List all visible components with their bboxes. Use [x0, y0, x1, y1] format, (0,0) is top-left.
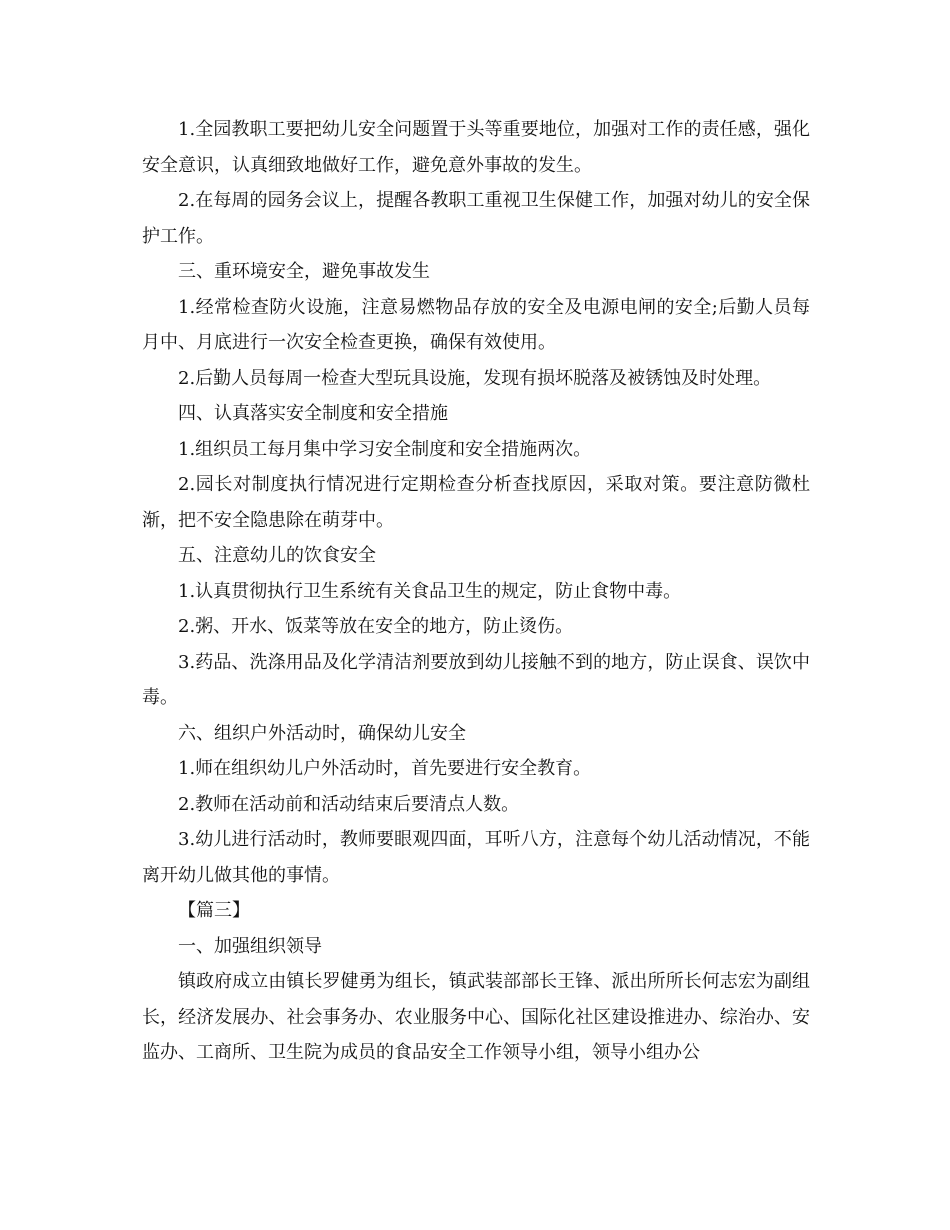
document-page	[142, 112, 810, 1071]
paragraph: 1.全园教职工要把幼儿安全问题置于头等重要地位，加强对工作的责任感，强化安全意识，认真细致地做好工作，避免意外事故的发生。	[142, 119, 810, 176]
paragraph: 3.幼儿进行活动时，教师要眼观四面，耳听八方，注意每个幼儿活动情况，不能离开幼儿做其他的事情。	[142, 829, 810, 886]
paragraph: 1.认真贯彻执行卫生系统有关食品卫生的规定，防止食物中毒。	[178, 580, 682, 602]
section-heading: 一、加强组织领导	[178, 935, 322, 957]
paragraph: 镇政府成立由镇长罗健勇为组长，镇武装部部长王锋、派出所所长何志宏为副组长，经济发展办、社会事务办、农业服务中心、国际化社区建设推进办、综治办、安监办、工商所、卫生院为成员的食品安全工作领导小组，领导小组办公	[142, 971, 810, 1063]
paragraph: 2.后勤人员每周一检查大型玩具设施，发现有损坏脱落及被锈蚀及时处理。	[178, 367, 772, 389]
paragraph: 2.园长对制度执行情况进行定期检查分析查找原因，采取对策。要注意防微杜渐，把不安全隐患除在萌芽中。	[142, 474, 810, 531]
paragraph: 1.师在组织幼儿户外活动时，首先要进行安全教育。	[178, 758, 592, 779]
paragraph: 1.组织员工每月集中学习安全制度和安全措施两次。	[178, 438, 592, 460]
section-heading: 六、组织户外活动时，确保幼儿安全	[178, 722, 466, 744]
section-heading: 四、认真落实安全制度和安全措施	[178, 403, 448, 424]
section-heading: 三、重环境安全，避免事故发生	[178, 261, 430, 282]
paragraph: 3.药品、洗涤用品及化学清洁剂要放到幼儿接触不到的地方，防止误食、误饮中毒。	[142, 651, 810, 708]
paragraph: 2.教师在活动前和活动结束后要清点人数。	[178, 793, 520, 815]
paragraph: 1.经常检查防火设施，注意易燃物品存放的安全及电源电闸的安全;后勤人员每月中、月底进行一次安全检查更换，确保有效使用。	[142, 296, 810, 353]
part-heading: 【篇三】	[178, 900, 250, 921]
section-heading: 五、注意幼儿的饮食安全	[178, 545, 376, 566]
paragraph: 2.在每周的园务会议上，提醒各教职工重视卫生保健工作，加强对幼儿的安全保护工作。	[142, 190, 810, 247]
paragraph: 2.粥、开水、饭菜等放在安全的地方，防止烫伤。	[178, 616, 574, 637]
